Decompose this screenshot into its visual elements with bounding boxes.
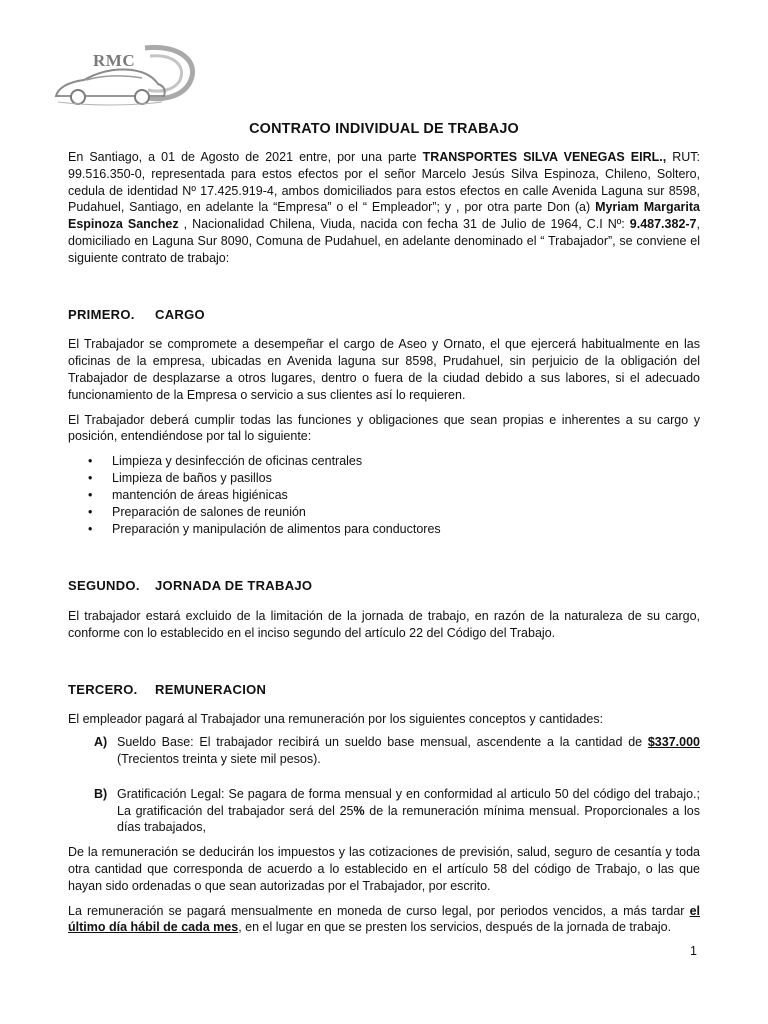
section-number: SEGUNDO. <box>68 578 140 594</box>
tercero-paragraph-1: El empleador pagará al Trabajador una remuneración por los siguientes conceptos y cantidades: <box>68 712 604 727</box>
section-heading-primero <box>68 307 700 324</box>
company-name: TRANSPORTES SILVA VENEGAS EIRL., <box>422 150 667 164</box>
percent-sign: % <box>353 803 365 818</box>
list-item <box>68 504 700 521</box>
section-heading-segundo <box>68 578 700 595</box>
section-number: TERCERO. <box>68 681 138 697</box>
list-item <box>68 521 700 538</box>
item-label: A) <box>94 735 108 750</box>
worker-id: 9.487.382-7 <box>629 217 697 232</box>
list-item-text: Limpieza y desinfección de oficinas centrales <box>112 454 363 469</box>
item-b-text <box>117 786 700 836</box>
worker-name: Myriam Margarita Espinoza Sanchez <box>68 200 700 232</box>
section-heading-tercero <box>68 682 700 699</box>
tercero-p3-text-1: La remuneración se pagará mensualmente en moneda de curso legal, por periodos vencidos, a más tardar <box>68 903 690 918</box>
tercero-p3-text-2: , en el lugar en que se presten los servicios, después de la jornada de trabajo. <box>238 920 672 935</box>
bullet-icon: • <box>88 471 93 486</box>
tercero-paragraph-3 <box>68 903 700 937</box>
item-b <box>68 786 700 836</box>
bullet-icon: • <box>88 488 93 503</box>
intro-paragraph <box>68 149 700 267</box>
bullet-icon: • <box>88 454 93 469</box>
document-body <box>68 149 700 936</box>
intro-text-3: , Nacionalidad Chilena, Viuda, nacida con fecha 31 de Julio de 1964, C.I Nº: <box>178 217 630 232</box>
page-number: 1 <box>690 944 697 958</box>
item-a-text <box>117 734 700 768</box>
bullet-icon: • <box>88 522 93 537</box>
primero-paragraph-1: El Trabajador se compromete a desempeñar el cargo de Aseo y Ornato, el que ejercerá habitualmente en las oficinas de la empresa, ubicadas en Avenida laguna sur 8598, Prudahuel, sin perjuicio de la obligación del Trabajador de desplazarse a otros lugares, dentro o fuera de la ciudad debido a sus labores, si el adecuado funcionamiento de la Empresa o servicio a sus clientes así lo requieren. <box>68 337 700 402</box>
segundo-paragraph-1: El trabajador estará excluido de la limitación de la jornada de trabajo, en razón de la naturaleza de su cargo, conforme con lo establecido en el inciso segundo del artículo 22 del Código del Trabajo. <box>68 608 700 640</box>
section-number: PRIMERO. <box>68 306 135 322</box>
document-title: CONTRATO INDIVIDUAL DE TRABAJO <box>249 121 519 137</box>
bullet-icon: • <box>88 505 93 520</box>
list-item-text: mantención de áreas higiénicas <box>112 488 288 503</box>
item-a-text-2: (Trecientos treinta y siete mil pesos). <box>117 751 321 766</box>
section-title: JORNADA DE TRABAJO <box>155 578 313 594</box>
item-a <box>68 734 700 768</box>
item-a-text-1: Sueldo Base: El trabajador recibirá un sueldo base mensual, ascendente a la cantidad de <box>117 735 648 750</box>
tercero-paragraph-2: De la remuneración se deducirán los impuestos y las cotizaciones de previsión, salud, seguro de cesantía y toda otra cantidad que corresponda de acuerdo a lo establecido en el artículo 58 del código de Trabajo, o las que hayan sido ordenadas o que sean autorizadas por el Trabajador, por escrito. <box>68 845 700 893</box>
list-item-text: Preparación de salones de reunión <box>112 505 306 520</box>
item-b-text-2: de la remuneración mínima mensual. Proporcionales a los días trabajados, <box>117 803 700 835</box>
payment-deadline: el último día hábil de cada mes <box>68 903 700 935</box>
logo-text: RMC <box>93 51 136 70</box>
primero-paragraph-2: El Trabajador deberá cumplir todas las funciones y obligaciones que sean propias e inherentes a su cargo y posición, entendiéndose por tal lo siguiente: <box>68 412 700 444</box>
item-b-text-1: Gratificación Legal: Se pagara de forma mensual y en conformidad al articulo 50 del código del trabajo.; La gratificación del trabajador será del 25 <box>117 786 700 818</box>
item-label: B) <box>94 786 108 801</box>
duties-list <box>68 453 700 538</box>
section-title: REMUNERACION <box>155 681 267 697</box>
intro-text-4: , domiciliado en Laguna Sur 8090, Comuna de Pudahuel, en adelante denominado el “ Trabajador”, se conviene el siguiente contrato de trabajo: <box>68 217 700 265</box>
list-item-text: Preparación y manipulación de alimentos para conductores <box>112 522 441 537</box>
intro-text-1: En Santiago, a 01 de Agosto de 2021 entre, por una parte <box>68 150 423 164</box>
intro-text-2: RUT: 99.516.350-0, representada para estos efectos por el señor Marcelo Jesús Silva Espinoza, Chileno, Soltero, cedula de identidad Nº 17.425.919-4, ambos domiciliados para estos efectos en calle Avenida Laguna sur 8598, Pudahuel, Santiago, en adelante la “Empresa” o el “ Empleador”; y , por otra parte Don (a) <box>68 150 700 215</box>
list-item-text: Limpieza de baños y pasillos <box>112 471 272 486</box>
salary-amount: $337.000 <box>647 735 700 750</box>
company-logo <box>50 40 200 110</box>
list-item <box>68 453 700 470</box>
list-item <box>68 487 700 504</box>
list-item <box>68 470 700 487</box>
section-title: CARGO <box>155 306 205 322</box>
